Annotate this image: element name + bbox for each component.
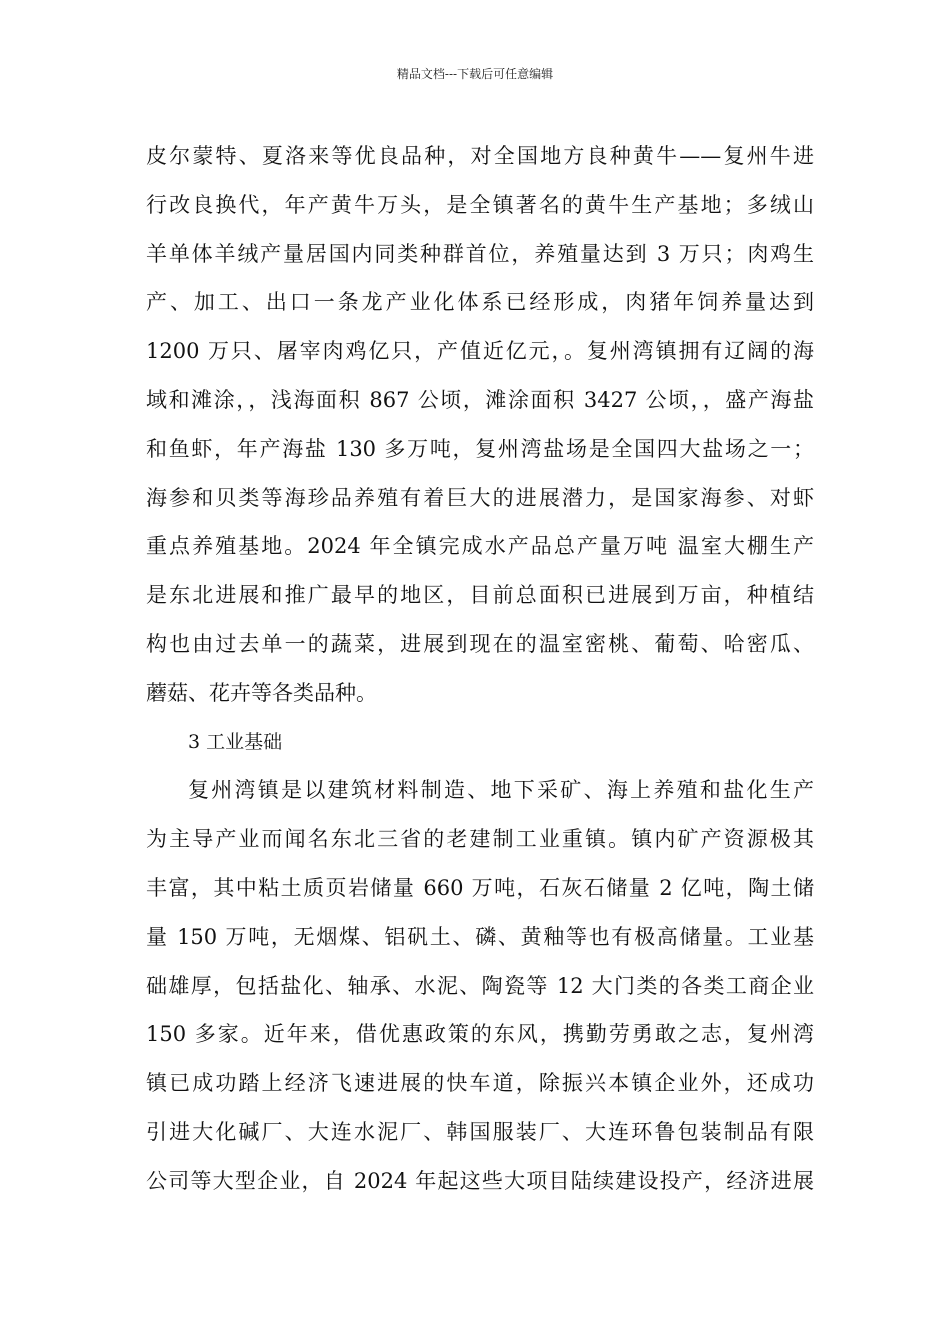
text-line: 蘑菇、花卉等各类品种。 <box>146 680 377 705</box>
paragraph-industry <box>146 766 814 1205</box>
text-line: 镇已成功踏上经济飞速进展的快车道，除振兴本镇企业外，还成功 <box>146 1071 814 1096</box>
text-line: 产、加工、出口一条龙产业化体系已经形成，肉猪年饲养量达到 <box>146 290 814 315</box>
text-line: 皮尔蒙特、夏洛来等优良品种，对全国地方良种黄牛——复州牛进 <box>146 144 814 168</box>
text-line: 羊单体羊绒产量居国内同类种群首位，养殖量达到 3 万只；肉鸡生 <box>146 241 814 266</box>
text-line: 150 多家。近年来，借优惠政策的东风，携勤劳勇敢之志，复州湾 <box>146 1022 814 1047</box>
text-line: 域和滩涂，，浅海面积 867 公顷，滩涂面积 3427 公顷，，盛产海盐 <box>146 387 814 412</box>
paragraph-agriculture <box>146 132 814 718</box>
text-line: 和鱼虾，年产海盐 130 多万吨，复州湾盐场是全国四大盐场之一； <box>146 436 814 461</box>
text-line: 量 150 万吨，无烟煤、铝矾土、磷、黄釉等也有极高储量。工业基 <box>146 924 814 949</box>
text-line: 公司等大型企业，自 2024 年起这些大项目陆续建设投产，经济进展 <box>146 1168 814 1193</box>
section-heading: 3 工业基础 <box>188 730 283 753</box>
text-line: 1200 万只、屠宰肉鸡亿只，产值近亿元，。复州湾镇拥有辽阔的海 <box>146 339 814 364</box>
text-line: 构也由过去单一的蔬菜，进展到现在的温室密桃、葡萄、哈密瓜、 <box>146 631 814 656</box>
text-line: 行改良换代，年产黄牛万头，是全镇著名的黄牛生产基地；多绒山 <box>146 192 814 217</box>
text-line: 引进大化碱厂、大连水泥厂、韩国服装厂、大连环鲁包装制品有限 <box>146 1119 814 1144</box>
document-body <box>146 132 814 1206</box>
text-line: 重点养殖基地。2024 年全镇完成水产品总产量万吨 温室大棚生产 <box>146 534 814 559</box>
text-line: 海参和贝类等海珍品养殖有着巨大的进展潜力，是国家海参、对虾 <box>146 485 814 510</box>
text-line: 是东北进展和推广最早的地区，目前总面积已进展到万亩，种植结 <box>146 583 814 608</box>
page-header: 精品文档---下载后可任意编辑 <box>396 67 554 81</box>
text-line: 复州湾镇是以建筑材料制造、地下采矿、海上养殖和盐化生产 <box>188 778 814 803</box>
text-line: 丰富，其中粘土质页岩储量 660 万吨，石灰石储量 2 亿吨，陶土储 <box>146 875 814 900</box>
text-line: 础雄厚，包括盐化、轴承、水泥、陶瓷等 12 大门类的各类工商企业 <box>146 973 814 998</box>
text-line: 为主导产业而闻名东北三省的老建制工业重镇。镇内矿产资源极其 <box>146 827 814 852</box>
